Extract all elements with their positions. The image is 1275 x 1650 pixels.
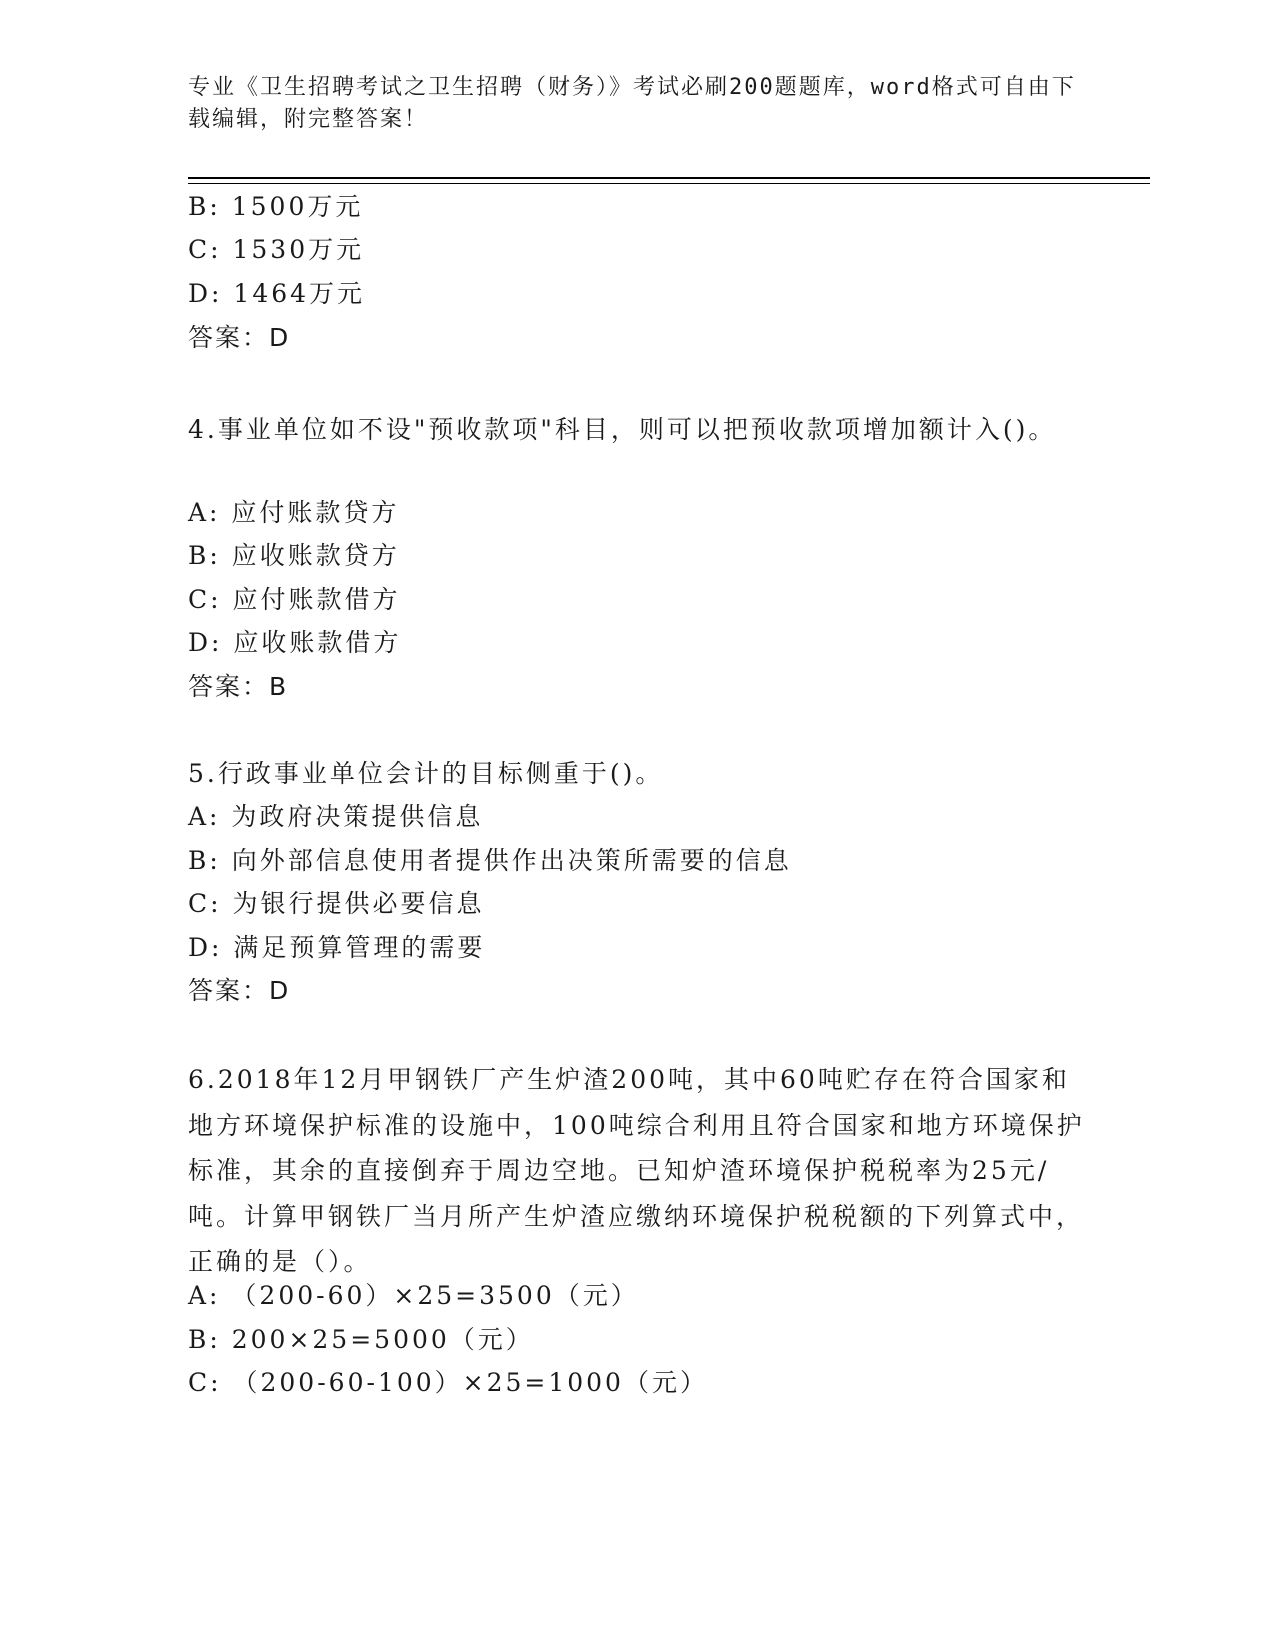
q4-answer: 答案：B (188, 672, 289, 701)
q4-stem: 4.事业单位如不设"预收款项"科目，则可以把预收款项增加额计入()。 (188, 415, 1057, 444)
q6-stem: 6.2018年12月甲钢铁厂产生炉渣200吨，其中60吨贮存在符合国家和地方环境保护标准的设施中，100吨综合利用且符合国家和地方环境保护标准，其余的直接倒弃于周边空地。已知炉渣环境保护税税率为25元/吨。计算甲钢铁厂当月所产生炉渣应缴纳环境保护税税额的下列算式中，正确的是（）。 (188, 1065, 1085, 1276)
q6-option-b: B: 200×25=5000（元） (188, 1325, 534, 1354)
q5-option-b: B: 向外部信息使用者提供作出决策所需要的信息 (188, 846, 792, 875)
q5-option-a: A: 为政府决策提供信息 (188, 802, 484, 831)
q4-option-c: C: 应付账款借方 (188, 585, 401, 614)
q4-option-d: D: 应收账款借方 (188, 628, 402, 657)
q6-option-a: A: （200-60）×25=3500（元） (188, 1281, 639, 1310)
header-divider-thin (188, 183, 1150, 184)
q5-option-c: C: 为银行提供必要信息 (188, 889, 485, 918)
q5-option-d: D: 满足预算管理的需要 (188, 933, 486, 962)
q3-option-d: D: 1464万元 (188, 279, 366, 308)
q5-answer: 答案：D (188, 976, 291, 1005)
q3-option-c: C: 1530万元 (188, 235, 365, 264)
document-header: 专业《卫生招聘考试之卫生招聘（财务）》考试必刷200题题库，word格式可自由下载编辑，附完整答案！ (188, 75, 1076, 132)
q3-option-b: B: 1500万元 (188, 192, 364, 221)
header-divider-thick (188, 177, 1150, 179)
q6-option-c: C: （200-60-100）×25=1000（元） (188, 1368, 708, 1397)
q4-option-a: A: 应付账款贷方 (188, 498, 400, 527)
q4-option-b: B: 应收账款贷方 (188, 541, 400, 570)
q5-stem: 5.行政事业单位会计的目标侧重于()。 (188, 759, 664, 788)
q3-answer: 答案：D (188, 323, 291, 352)
